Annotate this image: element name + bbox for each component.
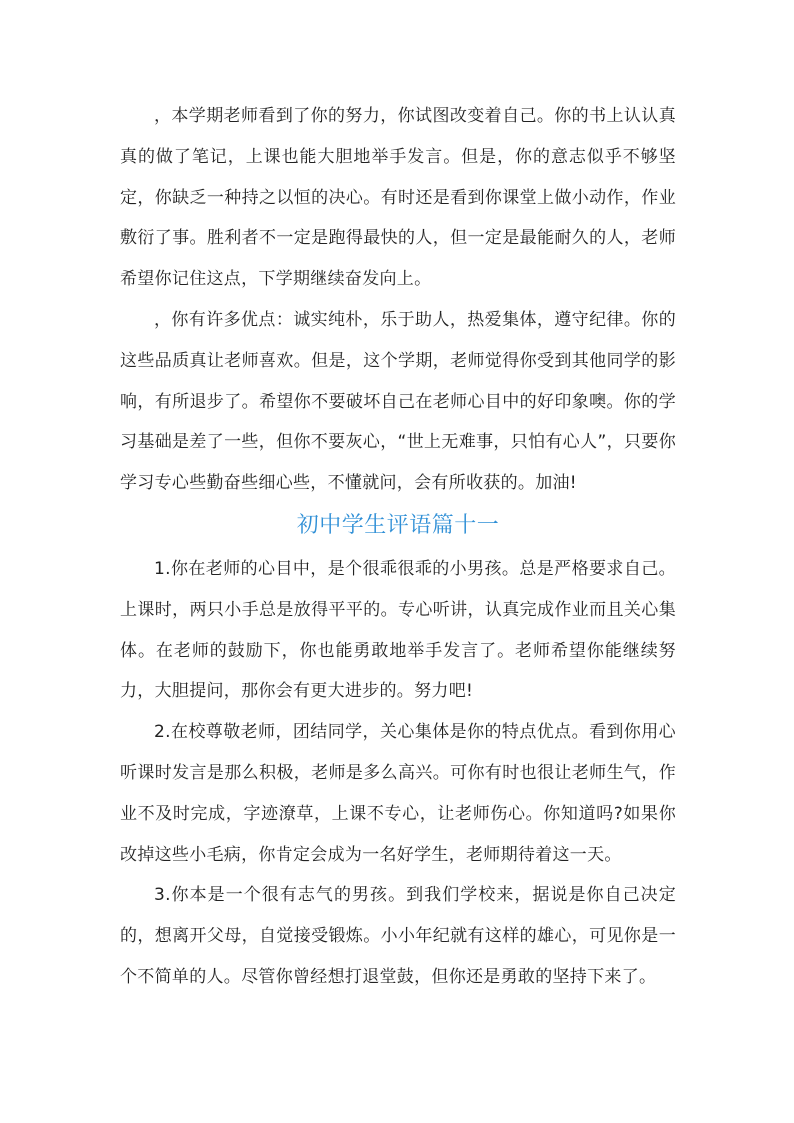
paragraph-1: ，本学期老师看到了你的努力，你试图改变着自己。你的书上认认真真的做了笔记，上课也能大胆地举手发言。但是，你的意志似乎不够坚定，你缺乏一种持之以恒的决心。有时还是看到你课堂上做小动作，作业敷衍了事。胜利者不一定是跑得最快的人，但一定是最能耐久的人，老师希望你记住这点，下学期继续奋发向上。 xyxy=(120,106,676,290)
document-page xyxy=(120,96,676,998)
comment-1: 1.你在老师的心目中，是个很乖很乖的小男孩。总是严格要求自己。上课时，两只小手总是放得平平的。专心听讲，认真完成作业而且关心集体。在老师的鼓励下，你也能勇敢地举手发言了。老师希望你能继续努力，大胆提问，那你会有更大进步的。努力吧! xyxy=(120,558,676,702)
section-heading: 初中学生评语篇十一 xyxy=(296,512,500,538)
paragraph-2: ，你有许多优点：诚实纯朴，乐于助人，热爱集体，遵守纪律。你的这些品质真让老师喜欢。但是，这个学期，老师觉得你受到其他同学的影响，有所退步了。希望你不要破坏自己在老师心目中的好印象噢。你的学习基础是差了一些，但你不要灰心，“世上无难事，只怕有心人”，只要你学习专心些勤奋些细心些，不懂就问，会有所收获的。加油! xyxy=(120,309,676,494)
comment-3: 3.你本是一个很有志气的男孩。到我们学校来，据说是你自己决定的，想离开父母，自觉接受锻炼。小小年纪就有这样的雄心，可见你是一个不简单的人。尽管你曾经想打退堂鼓，但你还是勇敢的坚持下来了。 xyxy=(120,885,676,987)
comment-2: 2.在校尊敬老师，团结同学，关心集体是你的特点优点。看到你用心听课时发言是那么积极，老师是多么高兴。可你有时也很让老师生气，作业不及时完成，字迹潦草，上课不专心，让老师伤心。你知道吗?如果你改掉这些小毛病，你肯定会成为一名好学生，老师期待着这一天。 xyxy=(120,722,676,865)
